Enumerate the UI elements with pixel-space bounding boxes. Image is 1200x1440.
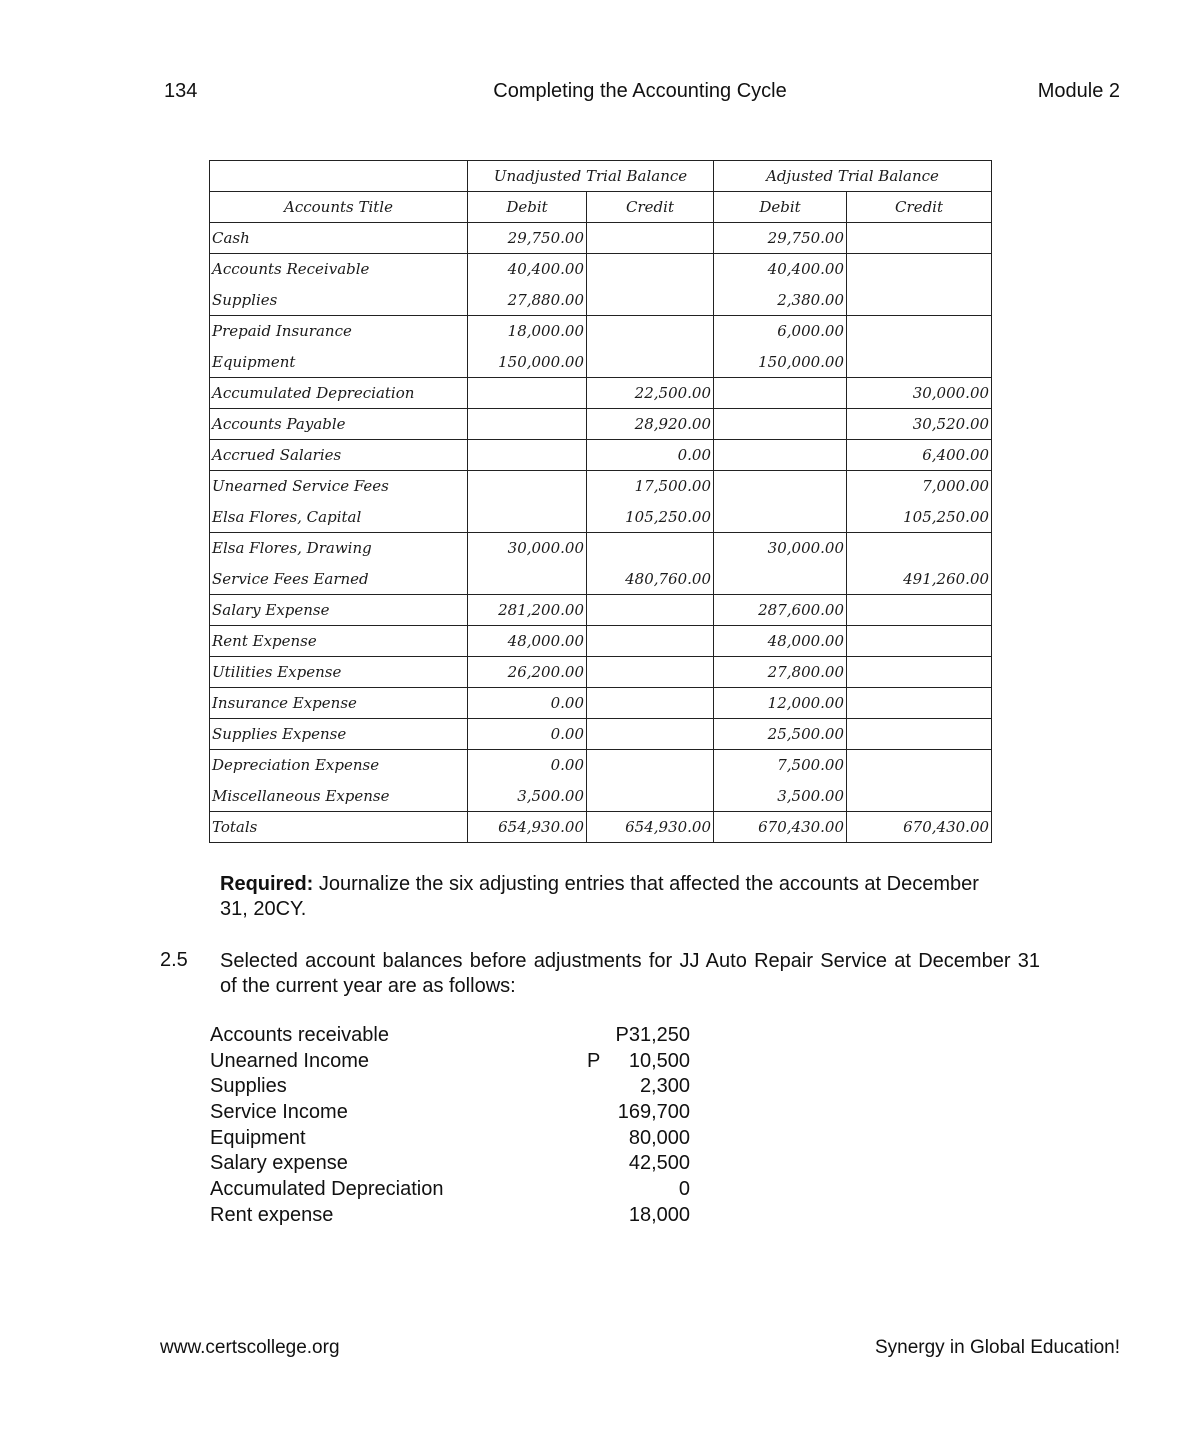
adj-debit-cell: 6,000.00 bbox=[714, 316, 847, 347]
col-unadj-credit: Credit bbox=[587, 192, 714, 223]
adj-debit-cell: 27,800.00 bbox=[714, 657, 847, 688]
unadj-credit-cell: 28,920.00 bbox=[587, 409, 714, 440]
table-row bbox=[210, 595, 992, 626]
unadj-credit-cell bbox=[587, 719, 714, 750]
balance-amount: 10,500 bbox=[628, 1049, 690, 1072]
adj-credit-cell: 670,430.00 bbox=[847, 812, 992, 843]
unadj-credit-cell bbox=[587, 533, 714, 564]
adj-debit-cell bbox=[714, 564, 847, 595]
table-row bbox=[210, 471, 992, 502]
table-row bbox=[210, 719, 992, 750]
balance-account-name: Supplies bbox=[210, 1075, 287, 1098]
account-title-cell: Prepaid Insurance bbox=[210, 316, 468, 347]
adj-credit-cell bbox=[847, 657, 992, 688]
adj-debit-cell: 670,430.00 bbox=[714, 812, 847, 843]
required-label: Required: bbox=[220, 873, 314, 895]
table-row bbox=[210, 564, 992, 595]
balance-row bbox=[210, 1204, 690, 1230]
account-title-cell: Cash bbox=[210, 223, 468, 254]
balance-row bbox=[210, 1075, 690, 1101]
unadj-credit-cell bbox=[587, 657, 714, 688]
balance-account-name: Equipment bbox=[210, 1126, 306, 1149]
unadj-debit-cell: 281,200.00 bbox=[468, 595, 587, 626]
adj-credit-cell bbox=[847, 533, 992, 564]
account-title-cell: Accounts Receivable bbox=[210, 254, 468, 285]
balance-amount: 2,300 bbox=[639, 1075, 690, 1098]
account-title-cell: Equipment bbox=[210, 347, 468, 378]
balance-account-name: Service Income bbox=[210, 1101, 348, 1124]
account-title-cell: Miscellaneous Expense bbox=[210, 781, 468, 812]
account-title-cell: Supplies Expense bbox=[210, 719, 468, 750]
adj-debit-cell: 287,600.00 bbox=[714, 595, 847, 626]
adj-debit-cell: 25,500.00 bbox=[714, 719, 847, 750]
balance-amount: 18,000 bbox=[628, 1203, 690, 1226]
adj-debit-cell bbox=[714, 502, 847, 533]
table-column-header-row bbox=[210, 192, 992, 223]
adj-debit-cell: 3,500.00 bbox=[714, 781, 847, 812]
table-row bbox=[210, 223, 992, 254]
account-title-cell: Utilities Expense bbox=[210, 657, 468, 688]
balance-account-name: Unearned Income bbox=[210, 1049, 369, 1072]
adj-credit-cell: 105,250.00 bbox=[847, 502, 992, 533]
table-row bbox=[210, 688, 992, 719]
unadj-credit-cell bbox=[587, 688, 714, 719]
adj-debit-cell bbox=[714, 409, 847, 440]
unadj-debit-cell: 0.00 bbox=[468, 750, 587, 781]
balance-row bbox=[210, 1101, 690, 1127]
table-row bbox=[210, 285, 992, 316]
account-title-cell: Unearned Service Fees bbox=[210, 471, 468, 502]
unadj-debit-cell: 27,880.00 bbox=[468, 285, 587, 316]
required-text: Journalize the six adjusting entries that affected the accounts at December 31, 20CY. bbox=[220, 873, 979, 920]
account-title-cell: Accrued Salaries bbox=[210, 440, 468, 471]
unadj-credit-cell: 480,760.00 bbox=[587, 564, 714, 595]
adj-credit-cell bbox=[847, 626, 992, 657]
adj-debit-cell: 40,400.00 bbox=[714, 254, 847, 285]
unadj-debit-cell: 30,000.00 bbox=[468, 533, 587, 564]
adj-debit-cell: 48,000.00 bbox=[714, 626, 847, 657]
col-adj-debit: Debit bbox=[714, 192, 847, 223]
currency-symbol: P bbox=[587, 1049, 601, 1072]
balance-amount: 0 bbox=[678, 1178, 690, 1201]
account-title-cell: Accounts Payable bbox=[210, 409, 468, 440]
adjusted-header: Adjusted Trial Balance bbox=[714, 161, 992, 192]
table-row bbox=[210, 440, 992, 471]
adj-debit-cell: 30,000.00 bbox=[714, 533, 847, 564]
balance-account-name: Accumulated Depreciation bbox=[210, 1178, 444, 1201]
account-title-cell: Accumulated Depreciation bbox=[210, 378, 468, 409]
adj-credit-cell: 6,400.00 bbox=[847, 440, 992, 471]
table-row bbox=[210, 347, 992, 378]
adj-credit-cell bbox=[847, 719, 992, 750]
adj-debit-cell bbox=[714, 471, 847, 502]
account-title-cell: Salary Expense bbox=[210, 595, 468, 626]
unadj-credit-cell bbox=[587, 254, 714, 285]
table-row bbox=[210, 626, 992, 657]
balance-amount: 42,500 bbox=[628, 1152, 690, 1175]
adj-debit-cell: 29,750.00 bbox=[714, 223, 847, 254]
balance-account-name: Rent expense bbox=[210, 1203, 334, 1226]
unadj-credit-cell bbox=[587, 626, 714, 657]
table-row bbox=[210, 254, 992, 285]
balance-amount: P31,250 bbox=[615, 1024, 690, 1046]
unadj-credit-cell bbox=[587, 316, 714, 347]
adj-credit-cell: 491,260.00 bbox=[847, 564, 992, 595]
unadj-debit-cell bbox=[468, 502, 587, 533]
empty-header-cell bbox=[210, 161, 468, 192]
module-label: Module 2 bbox=[1037, 80, 1120, 102]
unadj-debit-cell: 0.00 bbox=[468, 719, 587, 750]
adj-credit-cell: 30,000.00 bbox=[847, 378, 992, 409]
table-row bbox=[210, 378, 992, 409]
unadj-debit-cell: 150,000.00 bbox=[468, 347, 587, 378]
adj-debit-cell: 7,500.00 bbox=[714, 750, 847, 781]
unadj-debit-cell: 48,000.00 bbox=[468, 626, 587, 657]
adj-debit-cell: 2,380.00 bbox=[714, 285, 847, 316]
unadj-credit-cell bbox=[587, 347, 714, 378]
table-row bbox=[210, 781, 992, 812]
table-row bbox=[210, 750, 992, 781]
adj-credit-cell bbox=[847, 285, 992, 316]
adj-credit-cell bbox=[847, 688, 992, 719]
account-title-cell: Rent Expense bbox=[210, 626, 468, 657]
account-title-cell: Elsa Flores, Capital bbox=[210, 502, 468, 533]
adj-debit-cell bbox=[714, 440, 847, 471]
table-group-header-row bbox=[210, 161, 992, 192]
page-number: 134 bbox=[164, 80, 198, 102]
required-instruction bbox=[220, 872, 980, 922]
footer-slogan: Synergy in Global Education! bbox=[874, 1337, 1120, 1358]
adj-credit-cell bbox=[847, 223, 992, 254]
account-title-cell: Depreciation Expense bbox=[210, 750, 468, 781]
unadj-credit-cell: 17,500.00 bbox=[587, 471, 714, 502]
adj-credit-cell bbox=[847, 595, 992, 626]
trial-balance-table bbox=[209, 160, 992, 843]
balance-row bbox=[210, 1024, 690, 1050]
unadj-debit-cell bbox=[468, 378, 587, 409]
adj-credit-cell bbox=[847, 316, 992, 347]
unadj-debit-cell: 18,000.00 bbox=[468, 316, 587, 347]
unadj-credit-cell: 654,930.00 bbox=[587, 812, 714, 843]
table-row bbox=[210, 316, 992, 347]
unadj-credit-cell: 22,500.00 bbox=[587, 378, 714, 409]
balance-row bbox=[210, 1178, 690, 1204]
unadj-credit-cell bbox=[587, 595, 714, 626]
account-title-cell: Insurance Expense bbox=[210, 688, 468, 719]
table-row bbox=[210, 502, 992, 533]
table-row bbox=[210, 657, 992, 688]
adj-credit-cell bbox=[847, 750, 992, 781]
balance-row bbox=[210, 1127, 690, 1153]
unadj-debit-cell: 40,400.00 bbox=[468, 254, 587, 285]
unadj-credit-cell bbox=[587, 781, 714, 812]
col-adj-credit: Credit bbox=[847, 192, 992, 223]
adj-credit-cell bbox=[847, 254, 992, 285]
account-title-cell: Totals bbox=[210, 812, 468, 843]
account-title-cell: Service Fees Earned bbox=[210, 564, 468, 595]
table-row bbox=[210, 409, 992, 440]
unadj-debit-cell: 0.00 bbox=[468, 688, 587, 719]
unadj-debit-cell: 29,750.00 bbox=[468, 223, 587, 254]
unadjusted-header: Unadjusted Trial Balance bbox=[468, 161, 714, 192]
unadj-debit-cell bbox=[468, 471, 587, 502]
balance-amount: 80,000 bbox=[628, 1126, 690, 1149]
unadj-debit-cell bbox=[468, 564, 587, 595]
adj-credit-cell bbox=[847, 781, 992, 812]
balance-account-name: Accounts receivable bbox=[210, 1024, 389, 1046]
footer-website: www.certscollege.org bbox=[160, 1337, 340, 1358]
unadj-credit-cell: 105,250.00 bbox=[587, 502, 714, 533]
adj-credit-cell: 7,000.00 bbox=[847, 471, 992, 502]
adj-debit-cell: 150,000.00 bbox=[714, 347, 847, 378]
unadj-credit-cell bbox=[587, 223, 714, 254]
adj-debit-cell: 12,000.00 bbox=[714, 688, 847, 719]
problem-text: Selected account balances before adjustments for JJ Auto Repair Service at December 31 of the current year are as follows: bbox=[220, 950, 1040, 997]
col-accounts-title: Accounts Title bbox=[210, 192, 468, 223]
unadj-credit-cell: 0.00 bbox=[587, 440, 714, 471]
chapter-title: Completing the Accounting Cycle bbox=[493, 80, 787, 102]
balance-row bbox=[210, 1152, 690, 1178]
account-title-cell: Supplies bbox=[210, 285, 468, 316]
unadj-debit-cell: 3,500.00 bbox=[468, 781, 587, 812]
table-row bbox=[210, 533, 992, 564]
unadj-debit-cell bbox=[468, 409, 587, 440]
unadj-debit-cell: 26,200.00 bbox=[468, 657, 587, 688]
unadj-credit-cell bbox=[587, 750, 714, 781]
account-title-cell: Elsa Flores, Drawing bbox=[210, 533, 468, 564]
col-unadj-debit: Debit bbox=[468, 192, 587, 223]
unadj-debit-cell bbox=[468, 440, 587, 471]
balance-row bbox=[210, 1050, 690, 1076]
problem-number: 2.5 bbox=[160, 949, 188, 971]
totals-row bbox=[210, 812, 992, 843]
balance-list bbox=[210, 1024, 690, 1230]
balance-account-name: Salary expense bbox=[210, 1152, 348, 1175]
adj-credit-cell: 30,520.00 bbox=[847, 409, 992, 440]
unadj-debit-cell: 654,930.00 bbox=[468, 812, 587, 843]
adj-credit-cell bbox=[847, 347, 992, 378]
adj-debit-cell bbox=[714, 378, 847, 409]
unadj-credit-cell bbox=[587, 285, 714, 316]
balance-amount: 169,700 bbox=[617, 1101, 690, 1124]
